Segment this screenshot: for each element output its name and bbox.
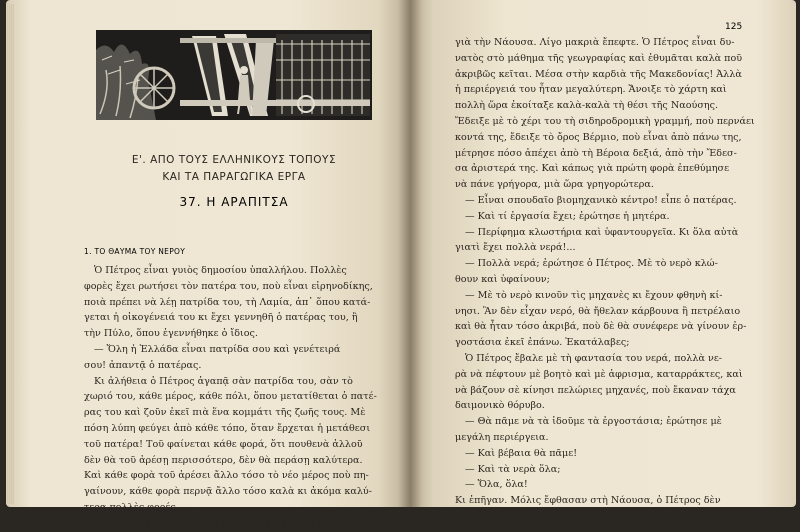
- text-line: ρὰ νὰ πέφτουν μὲ βοητὸ καὶ μὲ ἀφρισμα, καταρράκτες, καὶ: [455, 368, 743, 380]
- text-line: σα ἀριστερά της. Καὶ κάπως γιὰ πρώτη φορὰ ἐπεθύμησε: [455, 163, 730, 175]
- text-line: νὰ πάνε γρήγορα, μιὰ ὥρα γρηγορώτερα.: [455, 179, 654, 191]
- text-line: ἡ περιέργειά του ἦταν μεγαλύτερη. Ἄνοιξε τὸ χάρτη καὶ: [455, 84, 727, 96]
- text-line: μέτρησε πόσο ἀπέχει ἀπὸ τὴ Βέροια δεξιά, ἀπὸ τὴν Ἔδεσ-: [455, 147, 737, 159]
- text-line: γαίνουν, κάθε φορὰ περνᾷ ἄλλο τόσο καλὰ κι ἀκόμα καλύ-: [84, 486, 373, 498]
- page-number: 125: [725, 22, 743, 32]
- text-line: — Εἶναι σπουδαῖο βιομηχανικὸ κέντρο! εἶπε ὁ πατέρας.: [465, 194, 737, 206]
- text-line: πόση λύπη φεύγει ἀπὸ κάθε τόπο, ὅταν ἔρχεται ἡ μετάθεσι: [84, 422, 371, 434]
- text-line: — Ὅλη ἡ Ἑλλάδα εἶναι πατρίδα σου καὶ γενέτειρά: [94, 343, 341, 355]
- text-line: γοστάσια ἐκεῖ ἐπάνω. Ἐκατάλαβες;: [455, 337, 630, 349]
- text-line: πολλὴ ὥρα ἐκοίταξε καλὰ-καλὰ τὴ θέσι τῆς Ναούσης.: [455, 100, 719, 112]
- text-line: τὴν Πύλο, ὅπου ἐγεννήθηκε ὁ ἴδιος.: [84, 328, 258, 340]
- text-line: Ἔδειξε μὲ τὸ χέρι του τὴ σιδηροδρομικὴ γραμμή, ποὺ περνάει: [455, 115, 755, 127]
- text-line: Τώρα τελευταῖα ὁ πατέρας ἐπῆρε καινούργια μετάθεσι: [94, 517, 362, 529]
- text-line: Ὁ Πέτρος ἔβαλε μὲ τὴ φαντασία του νερά, πολλὰ νε-: [465, 352, 723, 364]
- page-edges: [6, 4, 14, 504]
- left-body-text: [84, 263, 402, 532]
- text-line: νατὸς στὸ μάθημα τῆς γεωγραφίας καὶ ἐθυμᾶται καλὰ ποῦ: [455, 52, 743, 64]
- factory-illustration: [96, 30, 372, 120]
- text-line: χωριό του, κάθε μέρος, κάθε πόλι, ὅπου μετατίθεται ὁ πατέ-: [84, 391, 377, 403]
- text-line: γιατὶ ἔχει πολλὰ νερά!...: [455, 242, 576, 254]
- text-line: Καὶ κάθε φορὰ τοῦ ἀρέσει ἄλλο τόσο τὸ νέο μέρος ποὺ πη-: [84, 470, 369, 482]
- lesson-title: 37. Η ΑΡΑΠΙΤΣΑ: [179, 195, 289, 209]
- text-line: Κι ἐπῆγαν. Μόλις ἔφθασαν στὴ Νάουσα, ὁ Πέτρος δὲν: [455, 495, 721, 507]
- text-line: Κι ἀλήθεια ὁ Πέτρος ἀγαπᾷ σὰν πατρίδα του, σὰν τὸ: [94, 375, 353, 387]
- text-line: — Καὶ τί ἐργασία ἔχει; ἐρώτησε ἡ μητέρα.: [465, 210, 670, 222]
- text-line: σου! ἀπαντᾷ ὁ πατέρας.: [84, 359, 202, 371]
- text-line: — Ὅλα, ὅλα!: [465, 479, 528, 491]
- text-line: κοντά της, ἔδειξε τὸ ὄρος Βέρμιο, ποὺ εἶναι ἀπὸ πάνω της,: [455, 131, 742, 143]
- section-title: 1. ΤΟ ΘΑΥΜΑ ΤΟΥ ΝΕΡΟΥ: [84, 247, 186, 256]
- text-line: Ὁ Πέτρος εἶναι γυιὸς δημοσίου ὑπαλλήλου. Πολλὲς: [94, 265, 347, 276]
- text-line: ἀκριβῶς κεῖται. Μέσα στὴν καρδιὰ τῆς Μακεδονίας! Ἀλλὰ: [455, 68, 742, 80]
- text-line: — Περίφημα κλωστήρια καὶ ὑφαντουργεῖα. Κι ὅλα αὐτὰ: [465, 226, 739, 238]
- text-line: καὶ θὰ ἦταν τόσο ἀκριβά, ποὺ δὲ θὰ συνέφερε νὰ γίνουν ἐρ-: [455, 321, 747, 333]
- text-line: — Θὰ πᾶμε νὰ τὰ ἰδοῦμε τὰ ἐργοστάσια; ἐρώτησε μὲ: [465, 416, 722, 428]
- text-line: γιὰ τὴν Νάουσα. Λίγο μακριὰ ἔπεφτε. Ὁ Πέτρος εἶναι δυ-: [455, 37, 735, 48]
- text-line: μεγάλη περιέργεια.: [455, 431, 549, 443]
- text-line: νὰ βάζουν σὲ κίνησι πελώριες μηχανές, ποὺ ἔκαναν τάχα: [455, 384, 736, 396]
- text-line: — Καὶ βέβαια θὰ πᾶμε!: [465, 447, 578, 459]
- text-line: — Πολλὰ νερά; ἐρώτησε ὁ Πέτρος. Μὲ τὸ νερὸ κλώ-: [465, 258, 718, 270]
- text-line: γεται ἡ οἰκογένειά του κι ἔχει γεννηθῆ ὁ πατέρας του, ἢ: [84, 312, 358, 324]
- text-line: νησι. Ἂν δὲν εἶχαν νερό, θὰ ἤθελαν κάρβουνα ἢ πετρέλαιο: [455, 305, 741, 317]
- text-line: ρας του καὶ ζοῦν ἐκεῖ πιὰ ἕνα κομμάτι τῆς ζωῆς τους. Μὲ: [84, 407, 366, 419]
- chapter-heading-line2: ΚΑΙ ΤΑ ΠΑΡΑΓΩΓΙΚΑ ΕΡΓΑ: [162, 171, 306, 183]
- text-line: θουν καὶ ὑφαίνουν;: [455, 273, 550, 285]
- text-line: δαιμονικὸ θόρυβο.: [455, 400, 545, 412]
- text-line: δὲν θὰ τοῦ ἀρέσῃ περισσότερο, δὲν θὰ περάσῃ καλύτερα.: [84, 454, 363, 466]
- text-line: τερα πολλὲς φορές.: [84, 501, 179, 513]
- text-line: φορὲς ἔχει ρωτήσει τὸν πατέρα του, ποὺ εἶναι εἰρηνοδίκης,: [84, 280, 373, 292]
- woodcut-factory-image: [96, 30, 372, 120]
- text-line: — Μὲ τὸ νερὸ κινοῦν τὶς μηχανὲς κι ἔχουν φθηνὴ κί-: [465, 289, 723, 301]
- right-body-text: [455, 35, 783, 509]
- text-line: ποιὰ πρέπει νὰ λέῃ πατρίδα του, τὴ Λαμία, ἀπ᾽ ὅπου κατά-: [84, 296, 371, 308]
- text-line: — Καὶ τὰ νερὰ ὅλα;: [465, 463, 561, 475]
- chapter-heading-line1: Ε'. ΑΠΟ ΤΟΥΣ ΕΛΛΗΝΙΚΟΥΣ ΤΟΠΟΥΣ: [131, 154, 337, 166]
- text-line: τοῦ πατέρα! Τοῦ φαίνεται κάθε φορά, ὅτι πουθενὰ ἀλλοῦ: [84, 438, 363, 450]
